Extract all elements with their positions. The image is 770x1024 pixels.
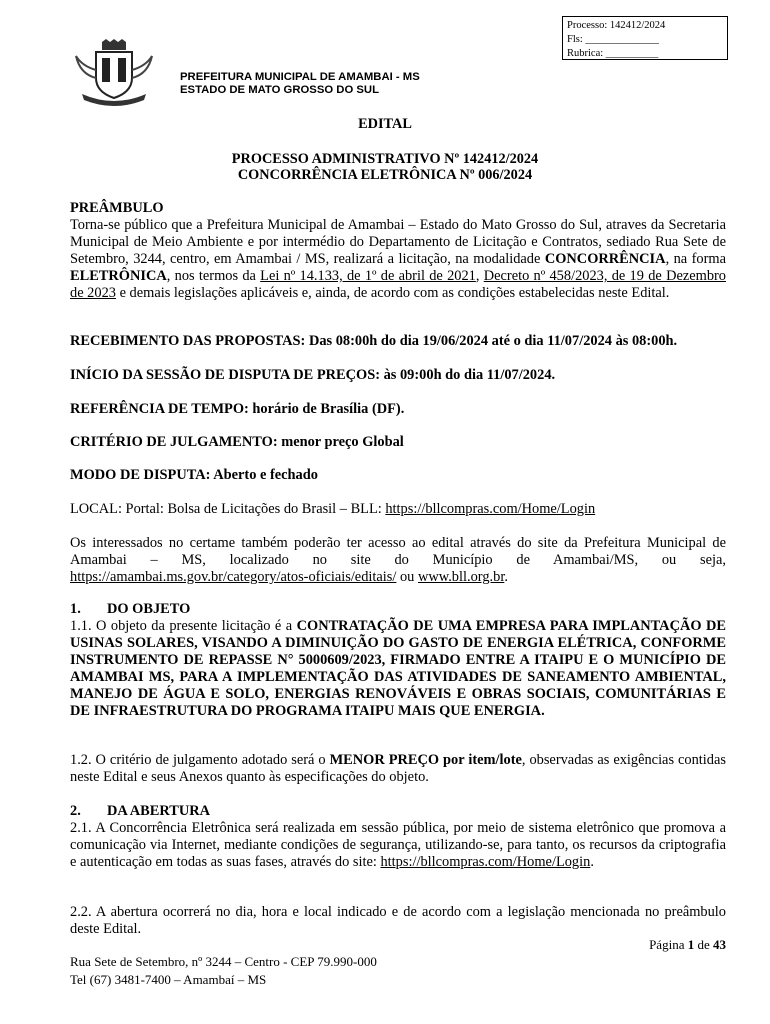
clause-2-1 bbox=[70, 820, 726, 871]
page-total: 43 bbox=[713, 937, 726, 952]
clause-text: 2.1. A Concorrência Eletrônica será realizada em sessão pública, por meio de sistema eletrônico que promova a comunicação via Internet, mediante condições de segurança, utilizando-se, para tanto, os recursos da criptografia e autenticação em todas as suas fases, através do site: bbox=[70, 820, 726, 870]
stamp-fls: Fls: ______________ bbox=[567, 34, 659, 45]
lei-reference: Lei nº 14.133, de 1º de abril de 2021 bbox=[260, 268, 476, 284]
municipal-coat-of-arms-logo bbox=[72, 38, 156, 108]
preambulo-text: , bbox=[475, 268, 484, 284]
interessados-paragraph bbox=[70, 535, 726, 586]
header-line-estado: ESTADO DE MATO GROSSO DO SUL bbox=[180, 84, 379, 96]
local-line bbox=[70, 501, 726, 518]
inicio-sessao: INÍCIO DA SESSÃO DE DISPUTA DE PREÇOS: às 09:00h do dia 11/07/2024. bbox=[70, 367, 556, 383]
clause-2-2: 2.2. A abertura ocorrerá no dia, hora e local indicado e de acordo com a legislação mencionada no preâmbulo deste Edital. bbox=[70, 904, 726, 937]
modo-disputa: MODO DE DISPUTA: Aberto e fechado bbox=[70, 467, 318, 483]
bllcompras-link[interactable]: https://bllcompras.com/Home/Login bbox=[380, 854, 591, 870]
footer-phone: Tel (67) 3481-7400 – Amambaí – MS bbox=[70, 972, 267, 987]
section-title: DO OBJETO bbox=[107, 601, 191, 617]
page-current: 1 bbox=[687, 937, 695, 952]
decreto-reference: Decreto nº 458/2023, de 19 de Dezembro de 2023 bbox=[70, 268, 726, 301]
stamp-rubrica: Rubrica: __________ bbox=[567, 48, 659, 59]
local-label: LOCAL: Portal: Bolsa de Licitações do Brasil – BLL: bbox=[70, 501, 386, 517]
stamp-processo: Processo: 142412/2024 bbox=[567, 20, 666, 31]
clause-text: . bbox=[590, 854, 594, 870]
interessados-text: ou bbox=[396, 569, 418, 585]
section-title: DA ABERTURA bbox=[107, 803, 211, 819]
processo-heading: PROCESSO ADMINISTRATIVO Nº 142412/2024 bbox=[231, 151, 539, 167]
section-number: 2. bbox=[70, 803, 81, 819]
page-label: Página bbox=[649, 937, 688, 952]
preambulo-heading: PREÂMBULO bbox=[70, 200, 164, 216]
footer-address: Rua Sete de Setembro, nº 3244 – Centro - CEP 79.990-000 bbox=[70, 954, 377, 969]
bll-link[interactable]: www.bll.org.br bbox=[417, 569, 505, 585]
preambulo-text: , nos termos da bbox=[166, 268, 261, 284]
preambulo-bold-forma: ELETRÔNICA bbox=[70, 268, 167, 284]
local-link[interactable]: https://bllcompras.com/Home/Login bbox=[385, 501, 596, 517]
amambai-editais-link[interactable]: https://amambai.ms.gov.br/category/atos-oficiais/editais/ bbox=[70, 569, 397, 585]
preambulo-paragraph bbox=[70, 217, 726, 302]
interessados-text: . bbox=[504, 569, 508, 585]
section-1-heading bbox=[70, 601, 726, 618]
referencia-tempo: REFERÊNCIA DE TEMPO: horário de Brasília (DF). bbox=[70, 401, 405, 417]
preambulo-bold-modalidade: CONCORRÊNCIA bbox=[544, 251, 666, 267]
preambulo-text: Torna-se público que a Prefeitura Municipal de Amambai – Estado do Mato Grosso do Sul, atraves da Secretaria Municipal de Meio Ambiente e por intermédio do Departamento de Licitação e Contratos, sediado Rua Sete de Setembro, 3244, centro, em Amambai / MS, realizará a licitação, na modalidade bbox=[70, 217, 726, 267]
section-number: 1. bbox=[70, 601, 81, 617]
page-of: de bbox=[694, 937, 713, 952]
document-title: EDITAL bbox=[358, 116, 412, 132]
concorrencia-heading: CONCORRÊNCIA ELETRÔNICA Nº 006/2024 bbox=[237, 167, 533, 183]
protocol-stamp-box bbox=[562, 16, 728, 60]
clause-criterio-bold: MENOR PREÇO por item/lote bbox=[329, 752, 522, 768]
clause-text: , observadas as exigências contidas neste Edital e seus Anexos quanto às especificações do objeto. bbox=[70, 752, 726, 785]
recebimento-propostas: RECEBIMENTO DAS PROPOSTAS: Das 08:00h do dia 19/06/2024 até o dia 11/07/2024 às 08:00h. bbox=[70, 333, 678, 349]
section-2-heading bbox=[70, 803, 726, 820]
clause-1-2 bbox=[70, 752, 726, 786]
page-number bbox=[600, 937, 726, 953]
clause-text: 1.1. O objeto da presente licitação é a bbox=[70, 618, 297, 634]
interessados-text: Os interessados no certame também poderão ter acesso ao edital através do site da Prefeitura Municipal de Amambai – MS, localizado no site do Município de Amambai/MS, ou seja, bbox=[70, 535, 726, 568]
preambulo-text: , na forma bbox=[665, 251, 726, 267]
footer-address-block bbox=[70, 953, 377, 989]
criterio-julgamento: CRITÉRIO DE JULGAMENTO: menor preço Global bbox=[70, 434, 404, 450]
preambulo-text: e demais legislações aplicáveis e, ainda, de acordo com as condições estabelecidas neste Edital. bbox=[115, 285, 670, 301]
clause-object-bold: CONTRATAÇÃO DE UMA EMPRESA PARA IMPLANTAÇÃO DE USINAS SOLARES, VISANDO A DIMINUIÇÃO DO GASTO DE ENERGIA ELÉTRICA, CONFORME INSTRUMENTO DE REPASSE N° 5000609/2023, FIRMADO ENTRE A ITAIPU E O MUNICÍPIO DE AMAMBAI MS, PARA A IMPLEMENTAÇÃO DAS ATIVIDADES DE SANEAMENTO AMBIENTAL, MANEJO DE ÁGUA E SOLO, ENERGIAS RENOVÁVEIS E OBRAS SOCIAIS, COMUNITÁRIAS E DE INFRAESTRUTURA DO PROGRAMA ITAIPU MAIS QUE ENERGIA. bbox=[70, 618, 726, 719]
clause-text: 1.2. O critério de julgamento adotado será o bbox=[70, 752, 330, 768]
municipality-header bbox=[180, 71, 420, 97]
clause-1-1 bbox=[70, 618, 726, 720]
header-line-prefeitura: PREFEITURA MUNICIPAL DE AMAMBAI - MS bbox=[180, 71, 420, 83]
